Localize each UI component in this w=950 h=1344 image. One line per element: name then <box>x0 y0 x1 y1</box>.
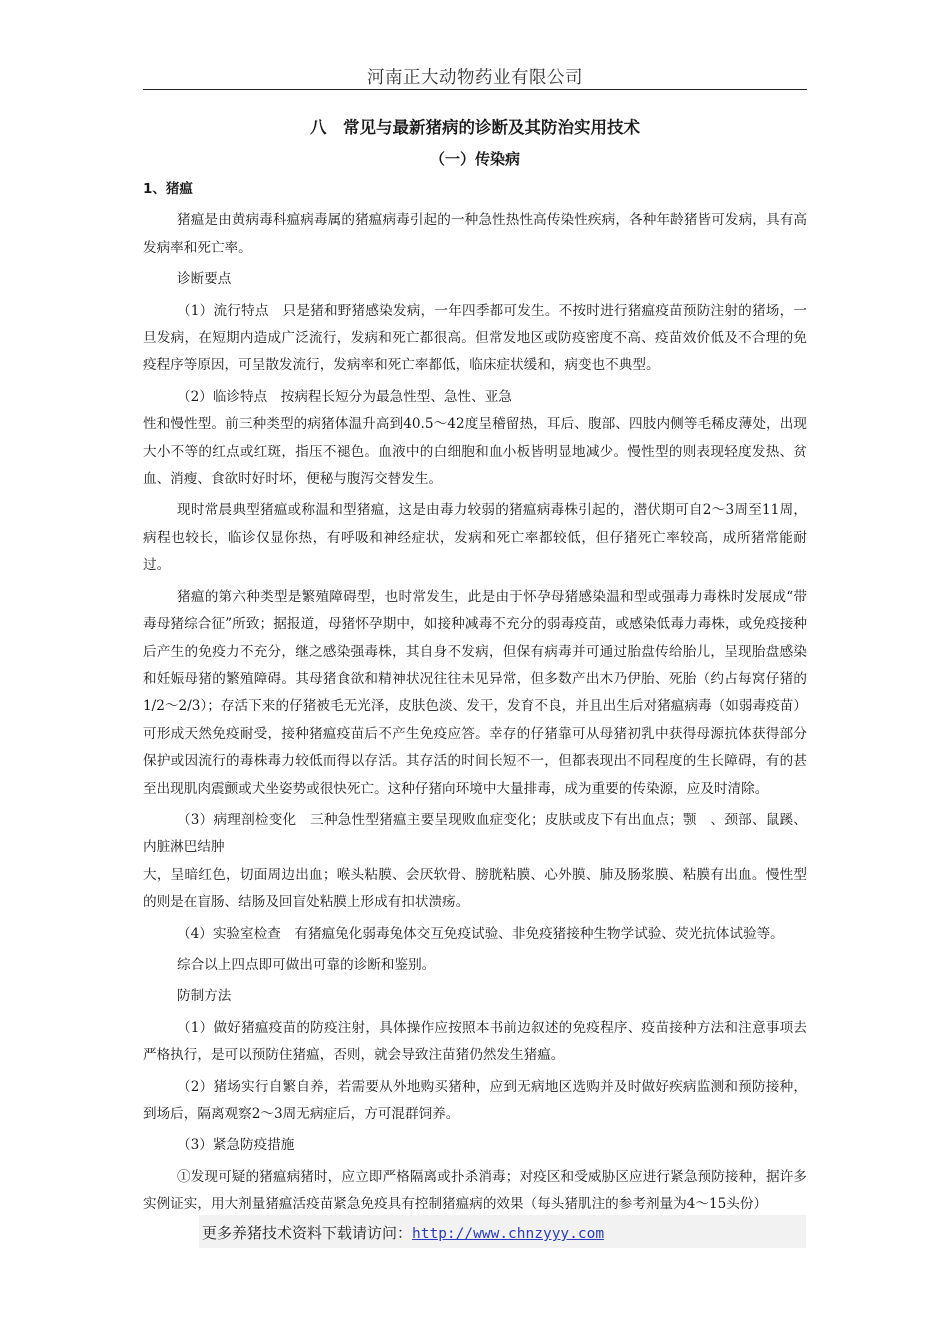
paragraph-reproductive: 猪瘟的第六种类型是繁殖障碍型，也时常发生，此是由于怀孕母猪感染温和型或强毒力毒株时发展成“带毒母猪综合征”所致；据报道，母猪怀孕期中，如接种减毒不充分的弱毒疫苗，或感染低毒力毒株，或免疫接种后产生的免疫力不充分，继之感染强毒株，其自身不发病，但保有病毒并可通过胎盘传给胎儿，呈现胎盘感染和妊娠母猪的繁殖障碍。其母猪食欲和精神状况往往未见异常，但多数产出木乃伊胎、死胎（约占每窝仔猪的1/2～2/3）；存活下来的仔猪被毛无光泽，皮肤色淡、发干，发育不良，并且出生后对猪瘟病毒（如弱毒疫苗）可形成天然免疫耐受，接种猪瘟疫苗后不产生免疫应答。幸存的仔猪靠可从母猪初乳中获得母源抗体获得部分保护或因流行的毒株毒力较低而得以存活。其存活的时间长短不一，但都表现出不同程度的生长障碍，有的甚至出现肌肉震颤或犬坐姿势或很快死亡。这种仔猪向环境中大量排毒，成为重要的传染源，应及时清除。 <box>143 588 807 797</box>
heading-prevention: 防制方法 <box>177 988 232 1005</box>
footer-prompt: 更多养猪技术资料下载请访问： <box>202 1224 413 1242</box>
disease-heading: 1、猪瘟 <box>143 181 193 197</box>
footer <box>202 1222 604 1243</box>
paragraph-pathology-lead: （3）病理剖检变化 三种急性型猪瘟主要呈现败血症变化；皮肤或皮下有出血点；颚 、颈部、鼠蹊、内脏淋巴结肿 <box>143 811 807 856</box>
paragraph-atypical: 现时常晨典型猪瘟或称温和型猪瘟，这是由毒力较弱的猪瘟病毒株引起的，潜伏期可自2～3周至11周，病程也较长，临诊仅显你热，有呼吸和神经症状，发病和死亡率都较低，但仔猪死亡率较高，成所猪常能耐过。 <box>143 502 807 574</box>
paragraph-clinical-lead: （2）临诊特点 按病程长短分为最急性型、急性、亚急 <box>177 388 512 405</box>
paragraph-lab-tests: （4）实验室检查 有猪瘟兔化弱毒兔体交互免疫试验、非免疫猪接种生物学试验、荧光抗体试验等。 <box>177 925 784 942</box>
heading-diagnosis: 诊断要点 <box>177 271 232 288</box>
paragraph-emergency-measures: ①发现可疑的猪瘟病猪时，应立即严格隔离或扑杀消毒；对疫区和受威胁区应进行紧急预防接种，据许多实例证实，用大剂量猪瘟活疫苗紧急免疫具有控制猪瘟病的效果（每头猪肌注的参考剂量为4～15头份） <box>143 1168 807 1213</box>
paragraph-intro: 猪瘟是由黄病毒科瘟病毒属的猪瘟病毒引起的一种急性热性高传染性疾病，各种年龄猪皆可发病，具有高发病率和死亡率。 <box>143 212 807 256</box>
chapter-title: 八 常见与最新猪病的诊断及其防治实用技术 <box>310 118 640 137</box>
paragraph-self-breeding: （2）猪场实行自繁自养，若需要从外地购买猪种，应到无病地区选购并及时做好疾病监测和预防接种，到场后，隔离观察2～3周无病症后，方可混群饲养。 <box>143 1078 807 1122</box>
footer-website-link[interactable]: http://www.chnzyyy.com <box>412 1226 605 1242</box>
paragraph-epidemiology: （1）流行特点 只是猪和野猪感染发病，一年四季都可发生。不按时进行猪瘟疫苗预防注射的猪场，一旦发病，在短期内造成广泛流行，发病和死亡都很高。但常发地区或防疫密度不高、疫苗效价低及不合理的免疫程序等原因，可呈散发流行，发病率和死亡率都低，临床症状缓和，病变也不典型。 <box>143 302 807 374</box>
section-subtitle: （一）传染病 <box>429 150 520 168</box>
paragraph-summary: 综合以上四点即可做出可靠的诊断和鉴别。 <box>177 956 436 973</box>
page-header: 河南正大动物药业有限公司 <box>367 68 583 88</box>
paragraph-vaccination: （1）做好猪瘟疫苗的防疫注射，具体操作应按照本书前边叙述的免疫程序、疫苗接种方法和注意事项去严格执行，是可以预防住猪瘟，否则，就会导致注苗猪仍然发生猪瘟。 <box>143 1019 807 1064</box>
document-body <box>143 114 807 1223</box>
heading-emergency: （3）紧急防疫措施 <box>177 1137 295 1154</box>
header-divider <box>143 89 807 90</box>
paragraph-pathology-cont: 大，呈暗红色，切面周边出血；喉头粘膜、会厌软骨、膀胱粘膜、心外膜、肺及肠浆膜、粘膜有出血。慢性型的则是在盲肠、结肠及回盲处粘膜上形成有扣状溃疡。 <box>143 866 807 911</box>
paragraph-clinical-cont: 性和慢性型。前三种类型的病猪体温升高到40.5～42度呈稽留热，耳后、腹部、四肢内侧等毛稀皮薄处，出现大小不等的红点或红斑，指压不褪色。血液中的白细胞和血小板皆明显地减少。慢性型的则表现轻度发热、贫血、消瘦、食欲时好时坏，便秘与腹泻交替发生。 <box>143 416 807 488</box>
